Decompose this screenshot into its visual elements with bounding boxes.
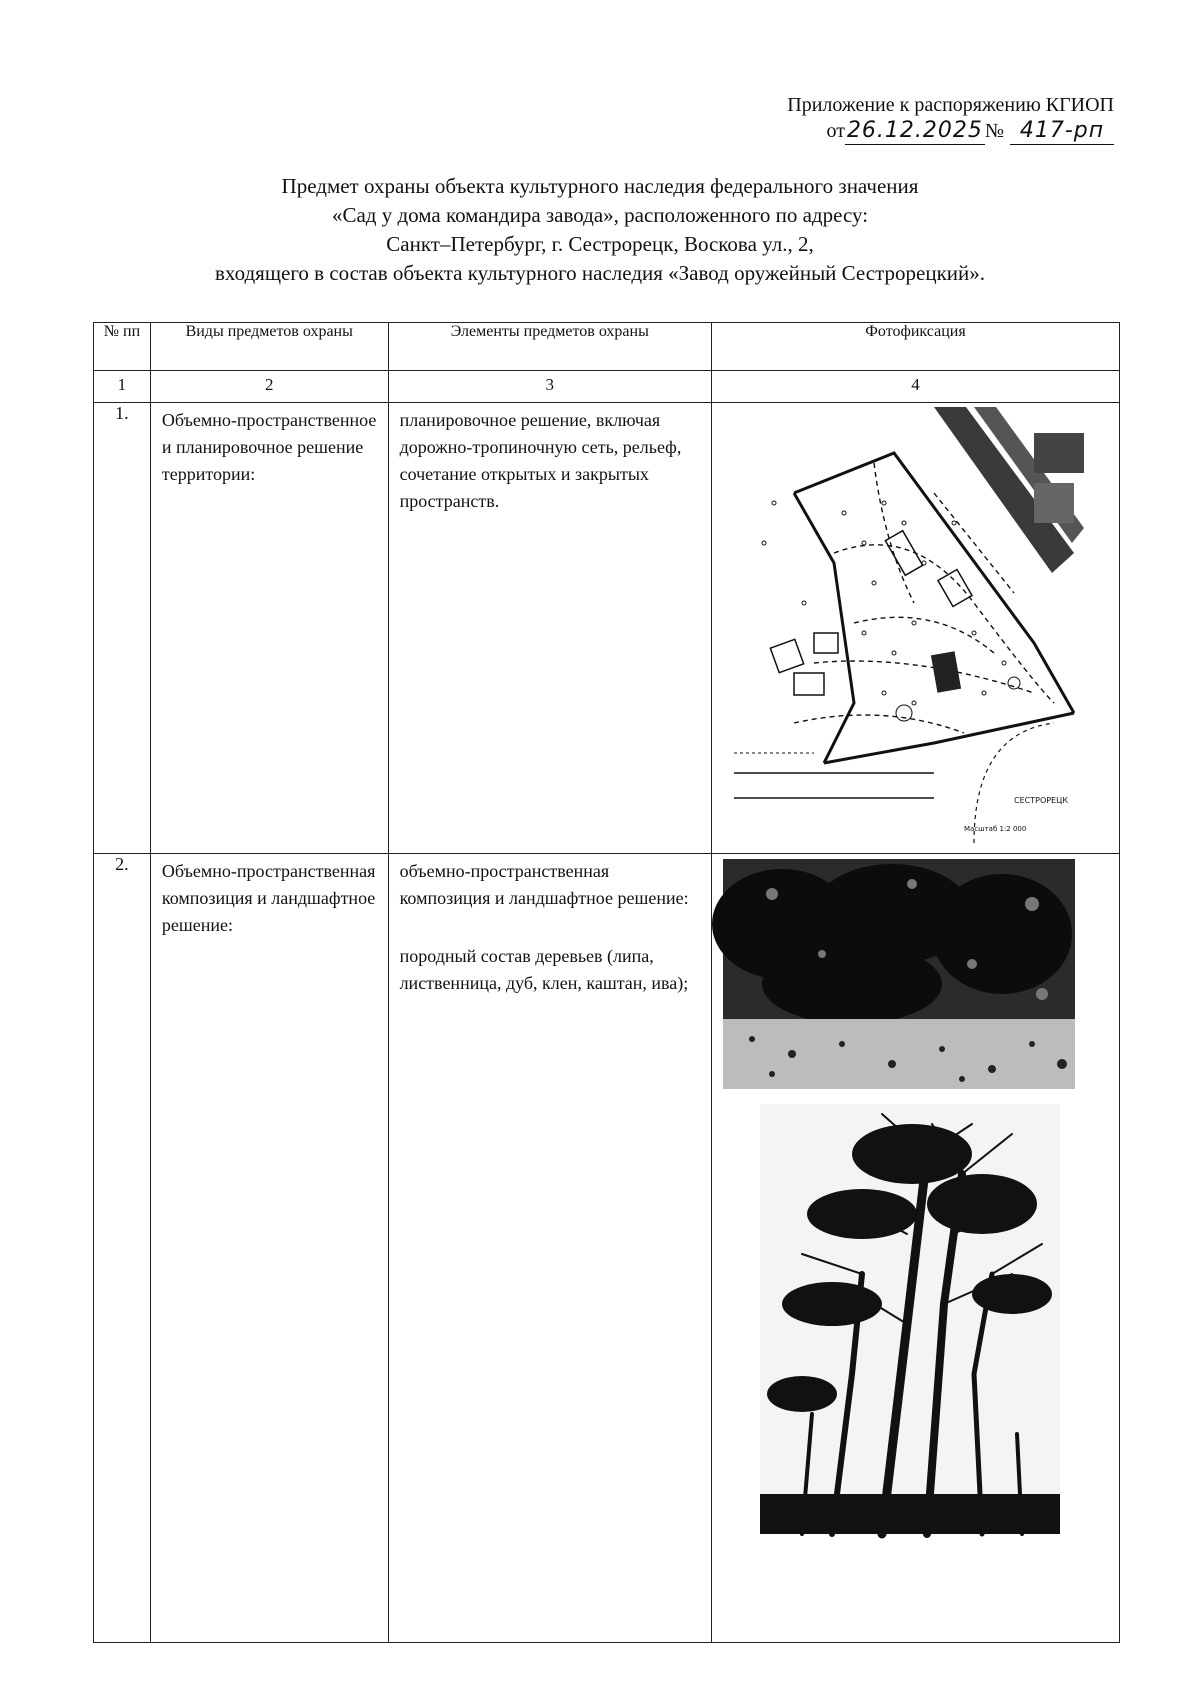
- row-elements-text: объемно-пространственная композиция и ландшафтное решение:: [399, 861, 689, 908]
- garden-photo: [712, 859, 1075, 1089]
- tree-photos: [712, 854, 1119, 1634]
- header-num: № пп: [94, 323, 151, 371]
- document-title: [130, 172, 1070, 288]
- site-plan-image: [734, 403, 1096, 843]
- table-row: [94, 854, 1120, 1643]
- title-line-3: Санкт–Петербург, г. Сестрорецк, Воскова ул., 2,: [386, 232, 814, 256]
- map-scale-label: Масштаб 1:2 000: [963, 825, 1027, 833]
- photo-cell-map: [711, 403, 1119, 854]
- column-number-row: [94, 371, 1120, 403]
- col-number-1: 1: [94, 371, 151, 403]
- col-number-2: 2: [150, 371, 388, 403]
- map-street-label: СЕСТРОРЕЦК: [1013, 796, 1068, 805]
- annex-title: Приложение к распоряжению КГИОП: [787, 94, 1114, 116]
- row-elements-extra-text: породный состав деревьев (липа, лиственница, дуб, клен, каштан, ива);: [399, 946, 689, 993]
- col-number-3: 3: [388, 371, 711, 403]
- photo-cell-trees: [711, 854, 1119, 1643]
- table-row: [94, 403, 1120, 854]
- col-number-4: 4: [711, 371, 1119, 403]
- annex-header: [787, 92, 1114, 145]
- annex-date: 26.12.2025: [846, 118, 983, 143]
- row-type: [150, 403, 388, 854]
- annex-date-number: [787, 118, 1114, 145]
- header-elements: Элементы предметов охраны: [388, 323, 711, 371]
- table-header-row: [94, 323, 1120, 371]
- row-number: 1.: [94, 403, 151, 854]
- annex-number: 417-рп: [1010, 118, 1114, 145]
- row-type: [150, 854, 388, 1643]
- row-elements: [388, 854, 711, 1643]
- protection-table: [93, 322, 1120, 1643]
- row-number: 2.: [94, 854, 151, 1643]
- title-line-1: Предмет охраны объекта культурного наследия федерального значения: [281, 174, 919, 198]
- row-elements-text: планировочное решение, включая дорожно-тропиночную сеть, рельеф, сочетание открытых и закрытых пространств.: [399, 410, 682, 511]
- header-photo: Фотофиксация: [711, 323, 1119, 371]
- title-line-4: входящего в состав объекта культурного наследия «Завод оружейный Сестрорецкий».: [214, 261, 986, 285]
- title-line-2: «Сад у дома командира завода», расположенного по адресу:: [331, 203, 869, 227]
- row-type-text: Объемно-пространственное и планировочное решение территории:: [161, 410, 377, 484]
- trees-photo: [760, 1104, 1060, 1534]
- annex-number-label: №: [984, 120, 1004, 142]
- row-type-text: Объемно-пространственная композиция и ландшафтное решение:: [161, 861, 376, 935]
- header-types: Виды предметов охраны: [150, 323, 388, 371]
- row-elements: [388, 403, 711, 854]
- annex-prefix: от: [826, 120, 845, 142]
